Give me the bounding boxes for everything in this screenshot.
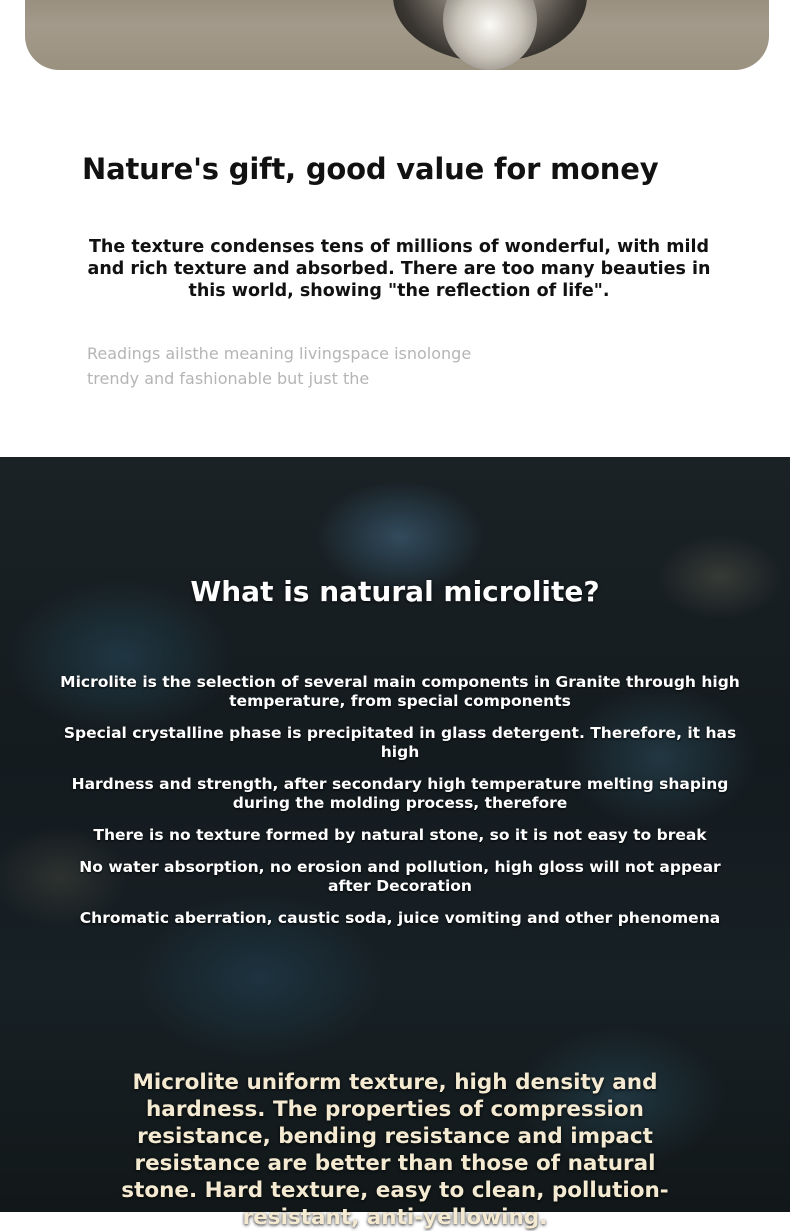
faded-line-2: trendy and fashionable but just the	[87, 369, 370, 388]
intro-faded-text	[87, 341, 507, 391]
product-photo-banner	[25, 0, 769, 70]
feature-item: Hardness and strength, after secondary high temperature melting shaping during the molding process, therefore	[71, 775, 729, 812]
feature-item: There is no texture formed by natural stone, so it is not easy to break	[93, 826, 707, 844]
faded-line-1: Readings ailsthe meaning livingspace isnolonge	[87, 344, 472, 363]
intro-description: The texture condenses tens of millions of wonderful, with mild and rich texture and absorbed. There are too many beauties in this world, showing "the reflection of life".	[87, 237, 711, 301]
microlite-title: What is natural microlite?	[190, 575, 600, 608]
sphere-lamp-image	[393, 0, 587, 62]
intro-title: Nature's gift, good value for money	[82, 152, 659, 186]
sphere-reflection	[443, 0, 537, 70]
feature-item: Microlite is the selection of several main components in Granite through high temperature, from special components	[60, 673, 740, 710]
microlite-summary: Microlite uniform texture, high density and hardness. The properties of compression resistance, bending resistance and impact resistance are better than those of natural stone. Hard texture, easy to clean, pollution-resistant, anti-yellowing.	[121, 1070, 669, 1230]
feature-item: No water absorption, no erosion and pollution, high gloss will not appear after Decoration	[79, 858, 721, 895]
feature-item: Chromatic aberration, caustic soda, juice vomiting and other phenomena	[79, 909, 721, 927]
feature-item: Special crystalline phase is precipitated in glass detergent. Therefore, it has high	[63, 724, 737, 761]
microlite-section	[0, 457, 790, 1230]
feature-list	[60, 673, 740, 941]
